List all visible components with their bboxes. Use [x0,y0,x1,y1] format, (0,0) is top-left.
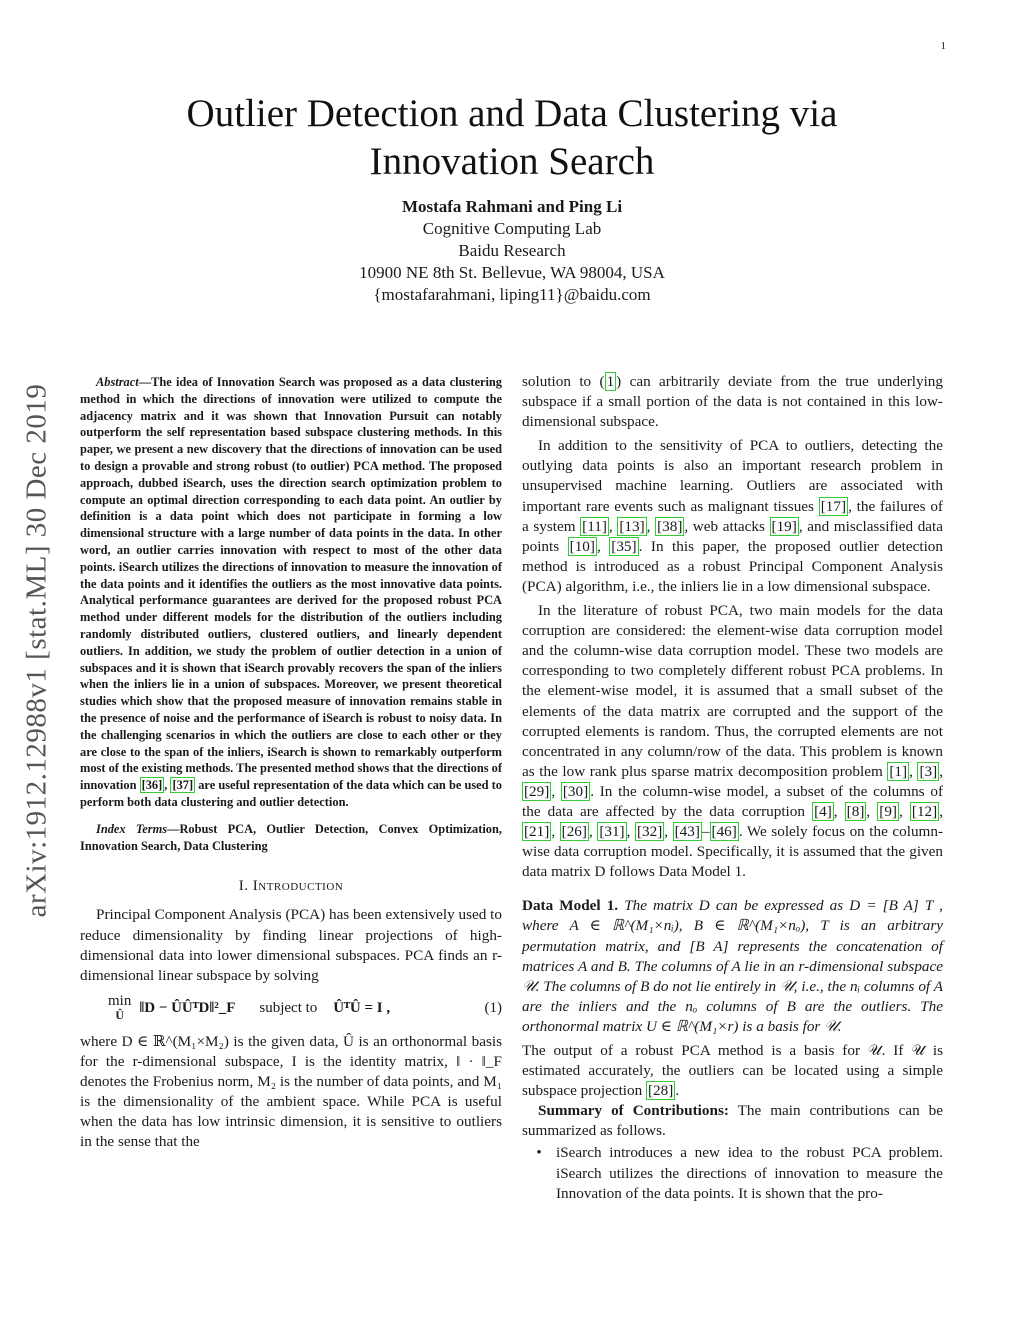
citation-link[interactable]: [37] [172,778,194,793]
citation-link[interactable]: [38] [657,517,683,535]
affiliation-address: 10900 NE 8th St. Bellevue, WA 98004, USA [359,263,665,282]
author-emails[interactable]: {mostafarahmani, liping11}@baidu.com [373,285,651,304]
citation-link[interactable]: [17] [820,497,847,515]
citation-link[interactable]: [35] [611,537,637,555]
intro-paragraph-1: Principal Component Analysis (PCA) has been extensively used to reduce dimensionality by finding linear projections of high-dimensional data into lower dimensional subspaces. PCA finds an r-dimensional linear subspace by solving [80,906,502,984]
eq-objective: ‖D − ÛÛᵀD‖²_F [139,999,236,1016]
summary-paragraph [522,1101,943,1141]
citation-link[interactable]: [9] [879,802,897,820]
citation-link[interactable]: [43] [674,823,700,841]
citation-link[interactable]: [12] [911,802,938,820]
eq-min-operator [108,994,131,1022]
abstract: Abstract—The idea of Innovation Search was proposed as a data clustering method in which the directions of innovation were utilized to compute the adjacency matrix and it was shown that Innovation Pursuit can notably outperform the self representation based subspace clustering methods. In this paper, we present a new discovery that the directions of innovation can be used to design a provable and strong robust (to outlier) PCA method. The proposed approach, dubbed iSearch, uses the direction search optimization problem to compute an optimal direction corresponding to each data point. An outlier by definition is a data point which does not participate in forming a low dimensional structure with a large number of data points in the data. In other word, an outlier carries innovation with respect to most of the other data points. iSearch utilizes the directions of innovation to measure the innovation of the data points and it identifies the outliers as the most innovative data points. Analytical performance guarantees are derived for the proposed robust PCA method under different models for the distribution of the outliers including randomly distributed outliers, clustered outliers, and linearly dependent outliers. In addition, we study the problem of outlier detection in a union of subspaces and it is shown that iSearch provably recovers the span of the inliers when the inliers lie in a union of subspaces. Moreover, we present theoretical studies which show that the proposed measure of innovation remains stable in the presence of noise and the performance of iSearch is robust to noisy data. In the challenging scenarios in which the outliers are close to each other or they are close to the span of the inliers, iSearch is shown to remarkably outperform most of the existing methods. The presented method shows that the directions of innovation [36] , [37] are useful representation of the data which can be used to perform both data clustering and outlier detection. [80,375,502,809]
equation-1 [80,994,502,1022]
citation-link[interactable]: [32] [636,823,663,841]
index-terms-lead: Index Terms [96,821,168,836]
citation-link[interactable]: [11] [582,517,607,535]
eq-constraint-label: subject to [259,999,318,1016]
citation-link[interactable]: [19] [771,517,797,535]
bullet-text: iSearch introduces a new idea to the robust PCA problem. iSearch utilizes the directions of innovation to measure the Innovation of the data points. It is shown that the pro- [556,1144,943,1202]
eq-constraint: ÛᵀÛ = I , [333,999,391,1016]
data-model-text: The matrix D can be expressed as D = [B A] T , where A ∈ ℝ^(M₁×nᵢ), B ∈ ℝ^(M₁×nₒ), T is an arbitrary permutation matrix, and [B A] represents the concatenation of matrices A and B. The columns of A lie in an r-dimensional subspace 𝒰. The columns of B do not lie entirely in 𝒰, i.e., the nᵢ columns of A are the inliers and the nₒ columns of B are the outliers. The orthonormal matrix U ∈ ℝ^(M₁×r) is a basis for 𝒰. [522,897,943,1035]
citation-link[interactable]: [3] [919,762,938,780]
page-number: 1 [940,40,946,52]
citation-link[interactable]: [36] [141,778,163,793]
paper-title [80,90,944,186]
citation-link[interactable]: [29] [524,782,550,800]
title-line-1: Outlier Detection and Data Clustering via [186,92,838,135]
right-paragraph-1: solution to ( 1 ) can arbitrarily deviate from the true underlying subspace if a small portion of the data is not contained in this low-dimensional subspace. [522,373,943,431]
equation-ref-link[interactable]: 1 [606,373,615,390]
affiliation-org: Baidu Research [458,241,566,260]
intro-paragraph-2: where D ∈ ℝ^(M₁×M₂) is the given data, Û is an orthonormal basis for the r-dimensional subspace, I is the identity matrix, ‖ · ‖_F denotes the Frobenius norm, M₂ is the number of data points, and M₁ is the dimensionality of the ambient space. While PCA is useful when the data has low intrinsic dimension, it is sensitive to outliers in the sense that the [80,1032,502,1151]
citation-link[interactable]: [13] [619,517,645,535]
index-terms [80,821,502,855]
section-heading-introduction: I. Introduction [238,878,344,895]
eq-number: (1) [484,999,502,1016]
citation-link[interactable]: [31] [599,823,625,841]
title-line-2: Innovation Search [369,140,655,183]
citation-link[interactable]: [10] [569,537,595,555]
data-model-label: Data Model 1. [522,897,619,915]
authors: Mostafa Rahmani and Ping Li [401,197,623,216]
arxiv-identifier[interactable]: arXiv:1912.12988v1 [stat.ML] 30 Dec 2019 [20,383,53,917]
right-paragraph-2: In addition to the sensitivity of PCA to outliers, detecting the outlying data points is also an important research problem in unsupervised machine learning. Outliers are associated with important rare events such as malignant tissues [17] , the failures of a system [11] , [13] , [38] , web attacks [19] , and misclassified data points [10] , [35] . In this paper, the proposed outlier detection method is introduced as a robust Principal Component Analysis (PCA) algorithm, i.e., the inliers lie in a low dimensional subspace. [522,437,944,595]
citation-link[interactable]: [46] [711,823,737,841]
arxiv-stamp [12,340,62,960]
abstract-lead: Abstract [96,375,139,389]
affiliation-lab: Cognitive Computing Lab [422,219,602,238]
citation-link[interactable]: [8] [846,802,865,820]
abstract-tail: are useful representation of the data which can be used to perform both data clustering and outlier detection. [80,778,502,809]
summary-label: Summary of Contributions: [538,1102,729,1120]
paper-header [80,90,944,306]
abstract-text: —The idea of Innovation Search was proposed as a data clustering method in which the directions of innovation were utilized to compute the adjacency matrix and it was shown that Innovation Pursuit can notably outperform the self representation based subspace clustering methods. In this paper, we present a new discovery that the directions of innovation can be used to design a provable and strong robust (to outlier) PCA method. The proposed approach, dubbed iSearch, uses the direction search optimization problem to compute an optimal direction corresponding to each data point. An outlier by definition is a data point which does not participate in forming a low dimensional structure with a large number of data points in the data. In other word, an outlier carries innovation with respect to most of the other data points. iSearch utilizes the directions of innovation to measure the innovation of the data points and it identifies the outliers as the most innovative data points. Analytical performance guarantees are derived for the proposed robust PCA method under different models for the distribution of the outliers including randomly distributed outliers, clustered outliers, and linearly dependent outliers. In addition, we study the problem of outlier detection in a union of subspaces and it is shown that iSearch provably recovers the span of the inliers when the inliers lie in a union of subspaces. Moreover, we present theoretical studies which show that the proposed measure of innovation remains stable in the presence of noise and the performance of iSearch is robust to noisy data. In the challenging scenarios in which the outliers are close to each other or they are close to the span of the inliers, iSearch is shown to remarkably outperform most of the existing methods. The presented method shows that the directions of innovation [80,375,502,793]
citation-link[interactable]: [21] [524,823,550,841]
right-column [522,372,943,1204]
citation-link[interactable]: [30] [562,782,589,800]
citation-link[interactable]: [4] [814,802,832,820]
index-terms-text: —Robust PCA, Outlier Detection, Convex Optimization, Innovation Search, Data Clustering [80,821,502,853]
citation-link[interactable]: [28] [648,1082,674,1100]
summary-text: The main contributions can be summarized as follows. [522,1102,944,1140]
eq-min-label: min [108,992,132,1009]
eq-min-subscript: Û [115,1007,124,1022]
right-paragraph-3: In the literature of robust PCA, two main models for the data corruption are considered: the element-wise data corruption model and the column-wise data corruption model. These two models are corresponding to two completely different robust PCA problems. In the element-wise model, it is assumed that a small subset of the elements of the data matrix are corrupted and the support of the corrupted elements is random. Thus, the corrupted elements are not concentrated in any column/row of the data. This problem is known as the low rank plus sparse matrix decomposition problem [1] , [3] , [29] , [30] . In the column-wise model, a subset of the columns of the data are affected by the data corruption [4] , [8] , [9] , [12] , [21] , [26] , [31] , [32] , [43] – [46] . We solely focus on the column-wise data corruption model. Specifically, it is assumed that the given data matrix D follows Data Model 1. [522,602,944,881]
right-paragraph-4: The output of a robust PCA method is a basis for 𝒰. If 𝒰 is estimated accurately, the outliers can be located using a simple subspace projection [28] . [522,1042,943,1100]
data-model-definition [522,896,943,1037]
bullet-marker: • [536,1144,542,1162]
left-column [80,374,502,1152]
citation-link[interactable]: [26] [561,823,587,841]
contribution-bullet [522,1143,943,1203]
citation-link[interactable]: [1] [889,762,908,780]
